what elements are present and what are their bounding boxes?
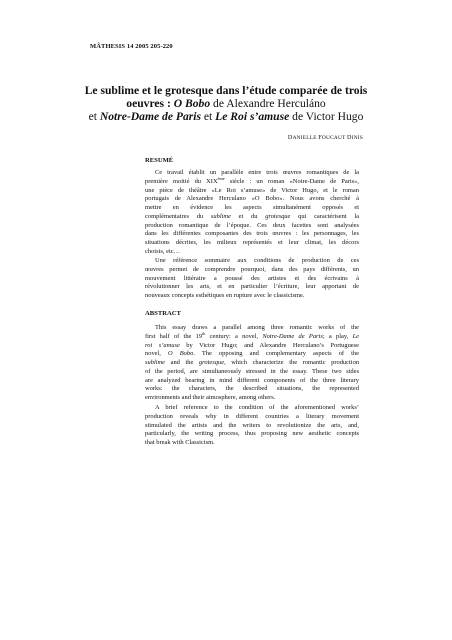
abstract-paragraph-2: A brief reference to the condition of the aforementioned works’ production reveals why in different countries a literary movement stimulated the artists and the writers to revolutionize the arts, and, particularly, the writing process, thus proposing new aesthetic concepts that break with Classicism.	[145, 404, 359, 446]
journal-header: MÂTHESIS 14 2005 205-220	[90, 43, 173, 50]
resume-paragraph-2: Une référence sommaire aux conditions de production de ces œuvres permet de comprendre pourquoi, dans des pays différents, un mouvement littéraire a poussé des artistes et des écrivains à révolutionner les arts, et en particulier l’écriture, leur apportant de nouveaux concepts esthétiques en rupture avec le classicisme.	[145, 257, 359, 299]
resume-heading: RESUMÉ	[145, 157, 174, 164]
title-line-3: et Notre-Dame de Paris et Le Roi s’amuse de Victor Hugo	[88, 110, 364, 123]
abstract-heading: ABSTRACT	[145, 310, 181, 317]
resume-paragraph-1: Ce travail établit un parallèle entre trois œuvres romantiques de la première moitié du XIXème siècle : un roman «Notre-Dame de Paris», une pièce de théâtre «Le Roi s’amuse» de Victor Hugo, et le roman portugais de Alexandre Herculano «O Bobo». Nous avons cherché à mettre en évidence les aspects simultanément opposés et complémentaires du sublime et du grotesque qui caractérisent la production romantique de l’époque. Ces deux facettes sont analysées dans les différentes composantes des trois œuvres : les personnages, les situations décrites, les milieux représentés et leur climat, les décors choisis, etc…	[145, 169, 360, 255]
author-name: DANIELLE FOUCAUT DINIS	[287, 134, 363, 141]
title-line-2: oeuvres : O Bobo	[126, 97, 211, 110]
abstract-paragraph-1: This essay draws a parallel among three romantic works of the first half of the 19th century: a novel, Notre-Dame de Paris; a play, Le roi s’amuse by Victor Hugo; and Alexandre Herculano’s Portuguese novel, O Bobo. The opposing and complementary aspects of the sublime and the grotesque, which characterize the romantic production of the period, are simultaneously stressed in the essay. These two sides are analyzed bearing in mind different components of the three literary works: the characters, the described situations, the represented environments and their atmosphere, among others.	[145, 324, 360, 401]
article-title: Le sublime et le grotesque dans l’étude comparée de trois oeuvres : O Bobo de Alexandre Herculáno et Notre-Dame de Paris et Le Roi s’amuse de Victor Hugo	[84, 84, 368, 123]
title-line-1: Le sublime et le grotesque dans l’étude comparée de trois	[84, 84, 368, 97]
